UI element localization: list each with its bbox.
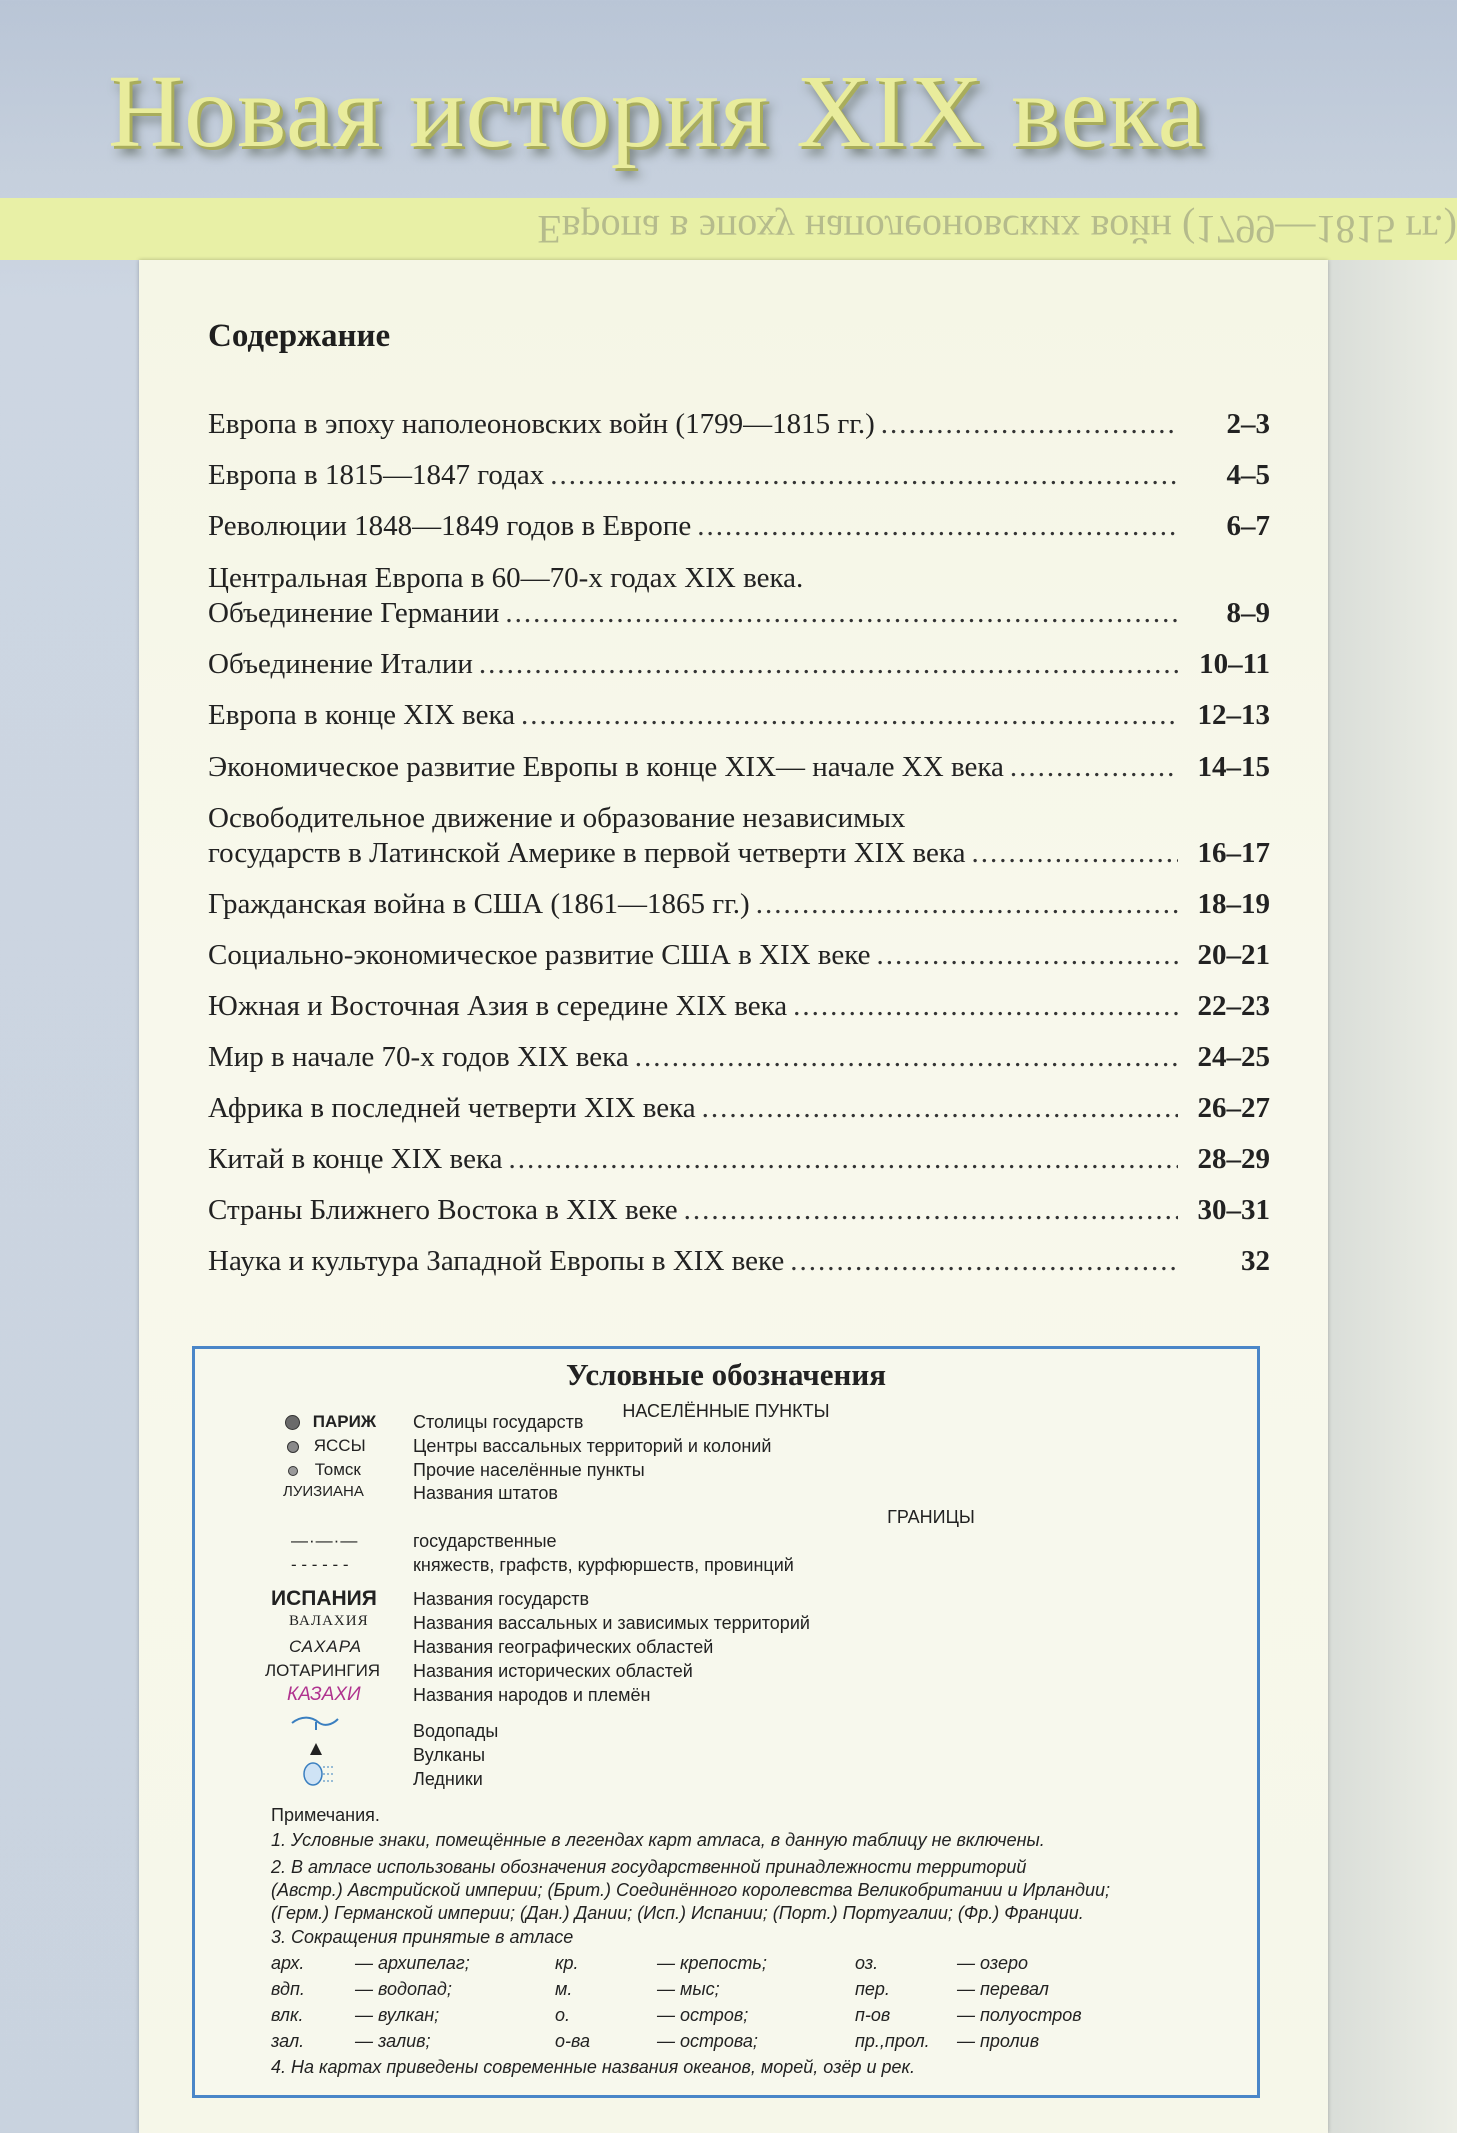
feature-desc: Вулканы	[413, 1745, 486, 1765]
glacier-icon	[295, 1759, 335, 1789]
toc-item-pages: 30–31	[1197, 1194, 1270, 1226]
note-line: 1. Условные знаки, помещённые в легендах карт атласа, в данную таблицу не включены.	[271, 1830, 1045, 1850]
toc-item-pages: 4–5	[1226, 459, 1270, 491]
toc-item-title: Революции 1848—1849 годов в Европе	[208, 510, 692, 542]
toc-item-pages: 8–9	[1226, 597, 1270, 629]
feature-desc: Ледники	[413, 1769, 483, 1789]
name-desc: Названия народов и племён	[413, 1685, 651, 1705]
peoples-name-sample: КАЗАХИ	[287, 1684, 361, 1705]
toc-item-pages: 6–7	[1226, 510, 1270, 542]
borders-heading: ГРАНИЦЫ	[887, 1507, 975, 1527]
town-sample: Томск	[288, 1460, 361, 1480]
toc-item-title: Африка в последней четверти XIX века	[208, 1092, 696, 1124]
vassal-center-sample: ЯССЫ	[287, 1436, 366, 1456]
toc-item-pages: 20–21	[1197, 939, 1270, 971]
feature-desc: Водопады	[413, 1721, 499, 1741]
province-border-sample: - - - - - -	[291, 1555, 349, 1574]
map-page-edge	[1328, 260, 1457, 2133]
note-line: 2. В атласе использованы обозначения государственной принадлежности территорий	[271, 1857, 1027, 1877]
toc-item[interactable]	[208, 801, 1270, 871]
name-desc: Названия исторических областей	[413, 1661, 693, 1681]
toc-item[interactable]	[208, 938, 1270, 973]
settlement-desc: Столицы государств	[413, 1412, 584, 1432]
toc-item-pages: 24–25	[1197, 1041, 1270, 1073]
toc-item-title: Экономическое развитие Европы в конце XIX— начале XX века	[208, 751, 1004, 783]
toc-item-pages: 22–23	[1197, 990, 1270, 1022]
note-line: 4. На картах приведены современные названия океанов, морей, озёр и рек.	[271, 2057, 916, 2077]
vassal-name-sample: ВАЛАХИЯ	[289, 1613, 369, 1629]
toc-item-title: государств в Латинской Америке в первой четверти XIX века	[208, 837, 966, 869]
settlement-desc: Прочие населённые пункты	[413, 1460, 645, 1480]
toc-heading: Содержание	[208, 318, 391, 354]
toc-item[interactable]	[208, 458, 1270, 493]
volcano-icon	[309, 1742, 323, 1756]
toc-item-title: Гражданская война в США (1861—1865 гг.)	[208, 888, 750, 920]
toc-item[interactable]	[208, 1193, 1270, 1228]
toc-item-pages: 16–17	[1197, 837, 1270, 869]
toc-item-pages: 32	[1241, 1245, 1270, 1277]
name-desc: Названия вассальных и зависимых территорий	[413, 1613, 810, 1633]
name-desc: Названия географических областей	[413, 1637, 714, 1657]
toc-item[interactable]	[208, 1040, 1270, 1075]
note-line: (Герм.) Германской империи; (Дан.) Дании; (Исп.) Испании; (Порт.) Португалии; (Фр.) Франции.	[271, 1903, 1084, 1923]
settlement-desc: Центры вассальных территорий и колоний	[413, 1436, 772, 1456]
page-title: Новая история XIX века	[108, 54, 1205, 169]
toc-item-title: Китай в конце XIX века	[208, 1143, 503, 1175]
state-border-sample: —·—·—	[291, 1531, 359, 1550]
settlement-desc: Названия штатов	[413, 1483, 558, 1503]
toc-item[interactable]	[208, 887, 1270, 922]
toc-item[interactable]	[208, 561, 1270, 631]
note-line: (Австр.) Австрийской империи; (Брит.) Соединённого королевства Великобритании и Ирландии;	[271, 1880, 1110, 1900]
waterfall-icon	[290, 1713, 340, 1731]
toc-item-pages: 10–11	[1199, 648, 1270, 680]
capital-dot-icon	[285, 1415, 300, 1430]
state-name-sample: ЛУИЗИАНА	[283, 1483, 364, 1500]
toc-item[interactable]	[208, 647, 1270, 682]
state-name-sample: ИСПАНИЯ	[271, 1587, 377, 1610]
name-desc: Названия государств	[413, 1589, 590, 1609]
toc-item-pages: 2–3	[1226, 408, 1270, 440]
historic-name-sample: ЛОТАРИНГИЯ	[265, 1661, 381, 1680]
toc-item[interactable]	[208, 1244, 1270, 1279]
toc-item[interactable]	[208, 407, 1270, 442]
toc-item-title: Объединение Германии	[208, 597, 500, 629]
toc-item-pages: 14–15	[1197, 751, 1270, 783]
toc-item-pages: 26–27	[1197, 1092, 1270, 1124]
header-stripe-text: Европа в эпоху наполеоновских войн (1799—1815 гг.)	[537, 207, 1457, 252]
toc-item[interactable]	[208, 1091, 1270, 1126]
geographic-name-sample: САХАРА	[289, 1637, 363, 1656]
toc-item[interactable]	[208, 1142, 1270, 1177]
toc-item-title: Европа в конце XIX века	[208, 699, 515, 731]
toc-item-title-line: Освободительное движение и образование независимых	[208, 802, 906, 834]
capital-sample: ПАРИЖ	[285, 1412, 376, 1432]
toc-item-pages: 18–19	[1197, 888, 1270, 920]
toc-item-pages: 12–13	[1197, 699, 1270, 731]
border-desc: княжеств, графств, курфюршеств, провинций	[413, 1555, 794, 1575]
vassal-center-dot-icon	[287, 1441, 299, 1453]
settlements-heading: НАСЕЛЁННЫЕ ПУНКТЫ	[622, 1401, 830, 1421]
toc-item-title-line: Центральная Европа в 60—70-х годах XIX века.	[208, 562, 804, 594]
toc-item-title: Южная и Восточная Азия в середине XIX века	[208, 990, 788, 1022]
notes-heading: Примечания.	[271, 1805, 380, 1825]
legend-title: Условные обозначения	[565, 1357, 886, 1392]
note-line: 3. Сокращения принятые в атласе	[271, 1927, 574, 1947]
toc-item-title: Социально-экономическое развитие США в XIX веке	[208, 939, 871, 971]
toc-item-title: Европа в эпоху наполеоновских войн (1799—1815 гг.)	[208, 408, 875, 440]
toc-item-title: Европа в 1815—1847 годах	[208, 459, 545, 491]
toc-item[interactable]	[208, 989, 1270, 1024]
legend-box: Условные обозначения НАСЕЛЁННЫЕ ПУНКТЫ ПАРИЖ Столицы государств ЯССЫ Центры вассальных территорий и колоний Томск Прочие населённые пункты ЛУИЗИАНА Названия штатов ГРАНИЦЫ —·—·— государственные - - - - - - княжеств, графств, курфюршеств, провинций ИСПАНИЯ Названия государств ВАЛАХИЯ Названия вассальных и зависимых территорий САХАРА Названия географических областей ЛОТАРИНГИЯ Названия исторических областей КАЗАХИ Названия народов и племён Водопады Вулканы Ледники Примечания. 1. Условные знаки, помещённые в легендах карт атласа, в данную таблицу не включены. 2. В атласе использованы обозначения государственной принадлежности территорий (Австр.) Австрийской империи; (Брит.) Соединённого королевства Великобритании и Ирландии; (Герм.) Германской империи; (Дан.) Дании; (Исп.) Испании; (Порт.) Португалии; (Фр.) Франции. 3. Сокращения принятые в атласе арх. — архипелаг; кр. — крепость; оз. — озеро вдп. — водопад; м. — мыс; пер. — перевал влк. — вулкан; о. — остров; п-ов — полуостров зал. — залив; о-ва — острова; пр.,прол. — пролив 4. На картах приведены современные названия океанов, морей, озёр и рек.	[192, 1346, 1260, 2098]
toc-item[interactable]	[208, 509, 1270, 544]
toc-item-title: Объединение Италии	[208, 648, 473, 680]
toc-item[interactable]	[208, 698, 1270, 733]
toc-item-title: Страны Ближнего Востока в XIX веке	[208, 1194, 678, 1226]
toc-item[interactable]	[208, 750, 1270, 785]
border-desc: государственные	[413, 1531, 557, 1551]
toc-item-title: Мир в начале 70-х годов XIX века	[208, 1041, 629, 1073]
town-dot-icon	[288, 1466, 298, 1476]
toc-item-pages: 28–29	[1197, 1143, 1270, 1175]
toc-item-title: Наука и культура Западной Европы в XIX веке	[208, 1245, 785, 1277]
